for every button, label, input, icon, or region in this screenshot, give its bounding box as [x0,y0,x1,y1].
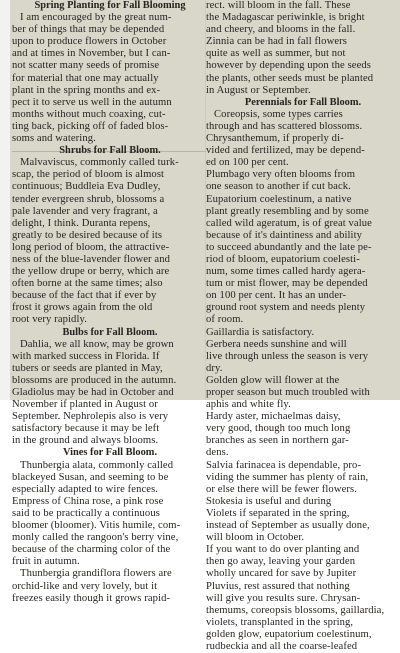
text-line: especially adapted to wire fences. [12,483,159,495]
paragraph-shrubs [12,157,208,326]
text-line: the Madagascar periwinkle, is bright [206,12,365,24]
text-line: vided and fertilized, may be depend- [206,145,365,157]
text-line: tum or mist flower, may be depended [206,278,368,290]
text-line: Zinnia can be had in fall flowers [206,36,347,48]
text-line: said to be practically a continuous [12,507,160,519]
text-line: themums, coreopsis blossoms, gaillardia, [206,604,385,616]
text-line: not scatter many seeds of promise [12,60,160,72]
text-line: however by depending upon the seeds [206,60,372,72]
text-line: pect it to serve us well in the autumn [12,96,172,108]
text-line: tubers or seeds are planted in May, [12,362,163,374]
text-line: long period of bloom, the attractive- [12,241,170,253]
text-line: Gladiolus may be had in October and [12,387,174,398]
text-line: the yellow drupe or berry, which are [12,266,170,278]
heading-perennials: Perennials for Fall Bloom. [244,96,362,108]
text-line: rudbeckia and all the coarse-leafed [206,640,358,652]
heading-vines: Vines for Fall Bloom. [62,447,158,459]
text-line: rect. will bloom in the fall. These [206,0,351,11]
paragraph-top [206,0,400,97]
text-line: Malvaviscus, commonly called turk- [20,157,179,169]
text-line: Empress of China rose, a pink rose [12,495,164,507]
text-line: Violets if separated in the spring, [206,507,350,519]
text-line: soms and watering. [12,133,96,145]
text-line: Eupatorium coelestinum, a native [206,193,352,205]
text-line: viding the summer has plenty of rain, [206,471,369,483]
heading-bulbs: Bulbs for Fall Bloom. [62,326,158,338]
text-line: Gaillardia is satisfactory. [206,326,315,338]
text-line: Thunbergia alata, commonly called [20,459,174,471]
text-line: called wild ageratum, is of great value [206,217,372,229]
text-line: ness of the blue-lavender flower and [12,253,171,265]
text-line: satisfactory because it may be left [12,423,160,435]
text-line: instead of September as usually done, [206,520,370,532]
paragraph-perennials [206,109,400,653]
text-line: freezes easily though it grows rapid- [12,592,171,604]
text-line: September. Nephrolepis also is very [12,411,169,423]
text-line: bloomer (bloomer). Vitis humile, com- [12,520,181,532]
text-line: frost it grows again from the old [12,302,153,314]
text-line: Salvia farinacea is dependable, pro- [206,459,362,471]
page-margin [0,0,10,400]
text-line: one season to another if cut back. [206,181,351,193]
text-line: Pluvius, rest assured that nothing [206,580,350,592]
text-line: ground root system and needs plenty [206,302,366,314]
paragraph-bulbs [12,339,208,448]
text-line: upon to produce flowers in October [12,36,167,48]
left-column [12,0,208,605]
text-line: ed on 100 per cent. [206,157,289,169]
text-line: quite as well as summer, but not [206,48,346,60]
text-line: to succeed abundantly and the late pe- [206,241,372,253]
paragraph-vines [12,460,208,569]
text-line: dry. [206,362,223,374]
text-line: because of the charming color of the [12,544,171,556]
text-line: Dahlia, we all know, may be grown [20,338,174,350]
paragraph-thunbergia [12,568,208,604]
text-line: continuous; Buddleia Eva Dudley, [12,181,161,193]
text-line: Coreopsis, some types carries [214,108,343,120]
text-line: through and has scattered blossoms. [206,120,363,132]
text-line: plant greatly resembling and by some [206,205,369,217]
text-line: because of the fact that if ever by [12,290,157,302]
text-line: November if planted in August or [12,399,158,411]
text-line: on 100 per cent. It has an under- [206,290,347,302]
text-line: often borne at the same times; also [12,278,163,290]
text-line: wholly uncared for save by Jupiter [206,568,357,580]
text-line: fruit in autumn. [12,556,80,568]
text-line: delight, I think. Duranta repens, [12,217,151,229]
text-line: branches as seen in northern gar- [206,435,349,447]
text-line: will bloom in October. [206,532,305,544]
text-line: blackeyed Susan, and seeming to be [12,471,169,483]
text-line: ber of things that may be depended [12,24,165,36]
text-line: because of it's daintiness and ability [206,229,363,241]
text-line: of room. [206,314,244,326]
heading-shrubs: Shrubs for Fall Bloom. [59,145,161,157]
text-line: ting back, picking off of faded blos- [12,120,169,132]
text-line: Stokesia is useful and during [206,495,332,507]
text-line: I am encouraged by the great num- [20,12,172,24]
text-line: root very rapidly. [12,314,87,326]
right-column [206,0,400,653]
text-line: Plumbago very often blooms from [206,169,356,181]
text-line: Gerbera needs sunshine and will [206,338,347,350]
text-line: pale lavender and very fragrant, a [12,205,158,217]
text-line: greatly to be desired because of its [12,229,163,241]
text-line: dens. [206,447,229,459]
text-line: in the ground and always blooms. [12,435,159,447]
text-line: very good, though too much long [206,423,351,435]
text-line: and cheery, and blooms in the fall. [206,24,356,36]
text-line: the plants, other seeds must be planted [206,72,374,84]
text-line: months without much coaxing, cut- [12,108,166,120]
text-line: violets, transplanted in the spring, [206,616,354,628]
text-line: plant in the spring months and ex- [12,84,161,96]
text-line: monly called the rangoon's berry vine, [12,532,179,544]
text-line: orchid-like and very lovely, but it [12,580,158,592]
text-line: tender evergreen shrub, blossoms a [12,193,165,205]
text-line: riod of bloom, eupatorium coelesti- [206,253,360,265]
text-line: will give you results sure. Chrysan- [206,592,361,604]
heading-spring-planting: Spring Planting for Fall Blooming [34,0,186,11]
text-line: Chrysanthemum, if properly di- [206,133,344,145]
text-line: golden glow, eupatorium coelestinum, [206,628,372,640]
text-line: blossoms are produced in the autumn. [12,374,177,386]
paragraph-intro [12,12,208,145]
text-line: and at times in November, but I can- [12,48,171,60]
text-line: live through unless the season is very [206,350,369,362]
text-line: Thunbergia grandiflora flowers are [20,568,172,580]
text-line: then go away, leaving your garden [206,556,356,568]
text-line: Hardy aster, michaelmas daisy, [206,411,341,423]
text-line: proper season but much troubled with [206,387,370,398]
text-line: num, some times called hardy agera- [206,266,366,278]
text-line: Golden glow will flower at the [206,374,340,386]
text-line: scap, the period of bloom is almost [12,169,165,181]
text-line: with marked success in Florida. If [12,350,160,362]
text-line: in August or September. [206,84,311,96]
text-line: aphis and white fly. [206,399,291,411]
text-line: If you want to do over planting and [206,544,360,556]
text-line: or else there will be fewer flowers. [206,483,357,495]
text-line: for material that one may actually [12,72,159,84]
